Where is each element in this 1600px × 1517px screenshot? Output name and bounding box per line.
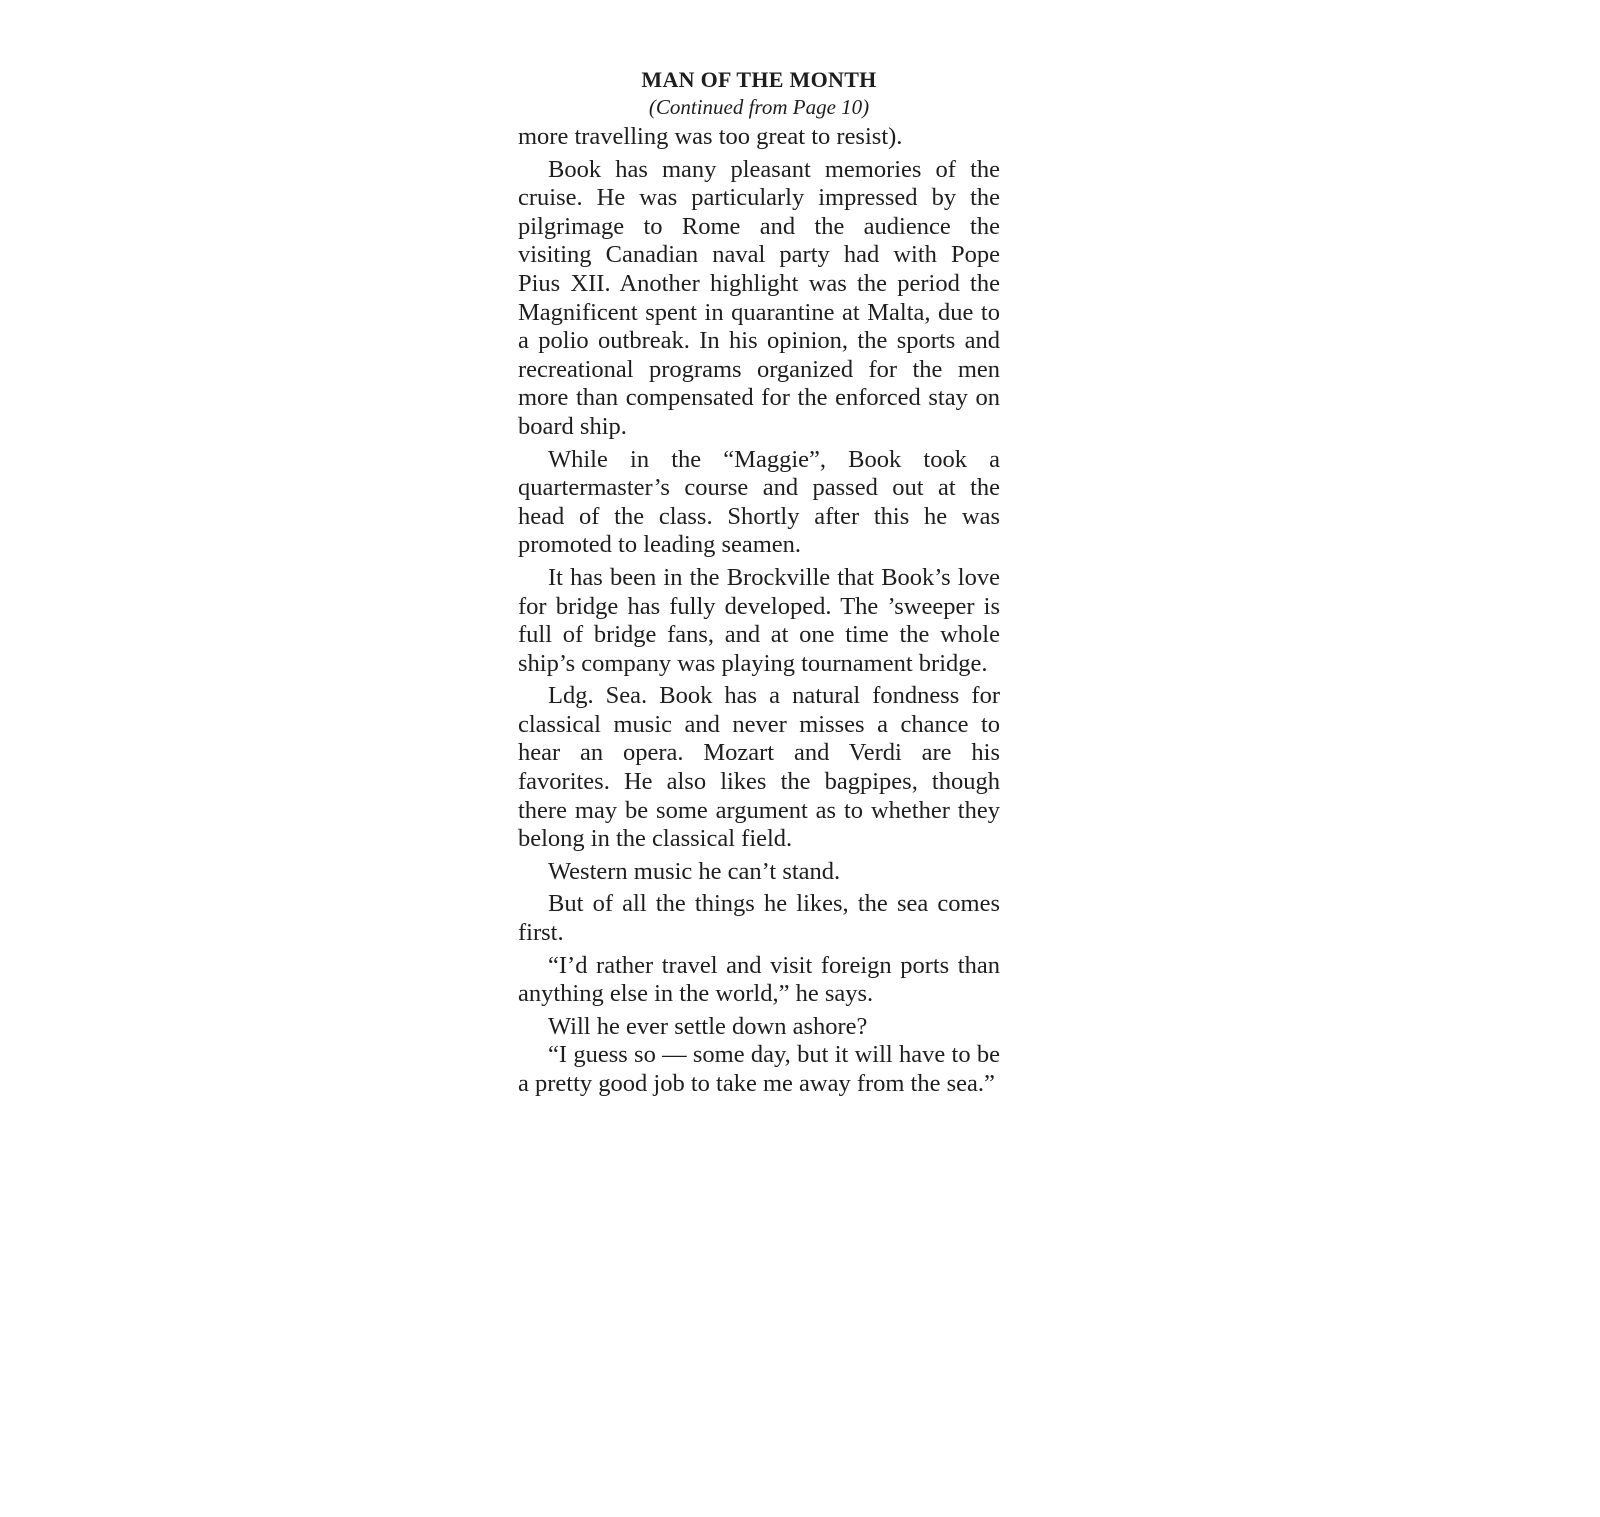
article-column [518, 66, 1000, 1103]
paragraph: more travelling was too great to resist). [518, 123, 903, 150]
paragraph: While in the “Maggie”, Book took a quartermaster’s course and passed out at the head of the class. Shortly after this he was promoted to leading seamen. [518, 445, 1000, 559]
paragraph: “I’d rather travel and visit foreign ports than anything else in the world,” he says. [518, 951, 1000, 1008]
paragraph: Book has many pleasant memories of the cruise. He was particularly impressed by the pilgrimage to Rome and the audience the visiting Canadian naval party had with Pope Pius XII. Another highlight was the period the Magnificent spent in quarantine at Malta, due to a polio outbreak. In his opinion, the sports and recreational programs organized for the men more than compensated for the enforced stay on board ship. [518, 155, 1000, 440]
paragraph: Western music he can’t stand. [548, 857, 841, 885]
paragraph: Ldg. Sea. Book has a natural fondness for classical music and never misses a chance to hear an opera. Mozart and Verdi are his favorites. He also likes the bagpipes, though there may be some argument as to whether they belong in the classical field. [518, 682, 1000, 853]
paragraph: “I guess so — some day, but it will have to be a pretty good job to take me away from the sea.” [518, 1041, 1000, 1097]
article-title: MAN OF THE MONTH [641, 67, 877, 92]
article-body [518, 123, 1000, 1099]
paragraph: It has been in the Brockville that Book’s love for bridge has fully developed. The ’sweeper is full of bridge fans, and at one time the whole ship’s company was playing tournament bridge. [518, 563, 1000, 677]
paragraph: But of all the things he likes, the sea comes first. [518, 890, 1000, 947]
paragraph: Will he ever settle down ashore? [548, 1012, 868, 1040]
continued-note: (Continued from Page 10) [648, 95, 870, 119]
